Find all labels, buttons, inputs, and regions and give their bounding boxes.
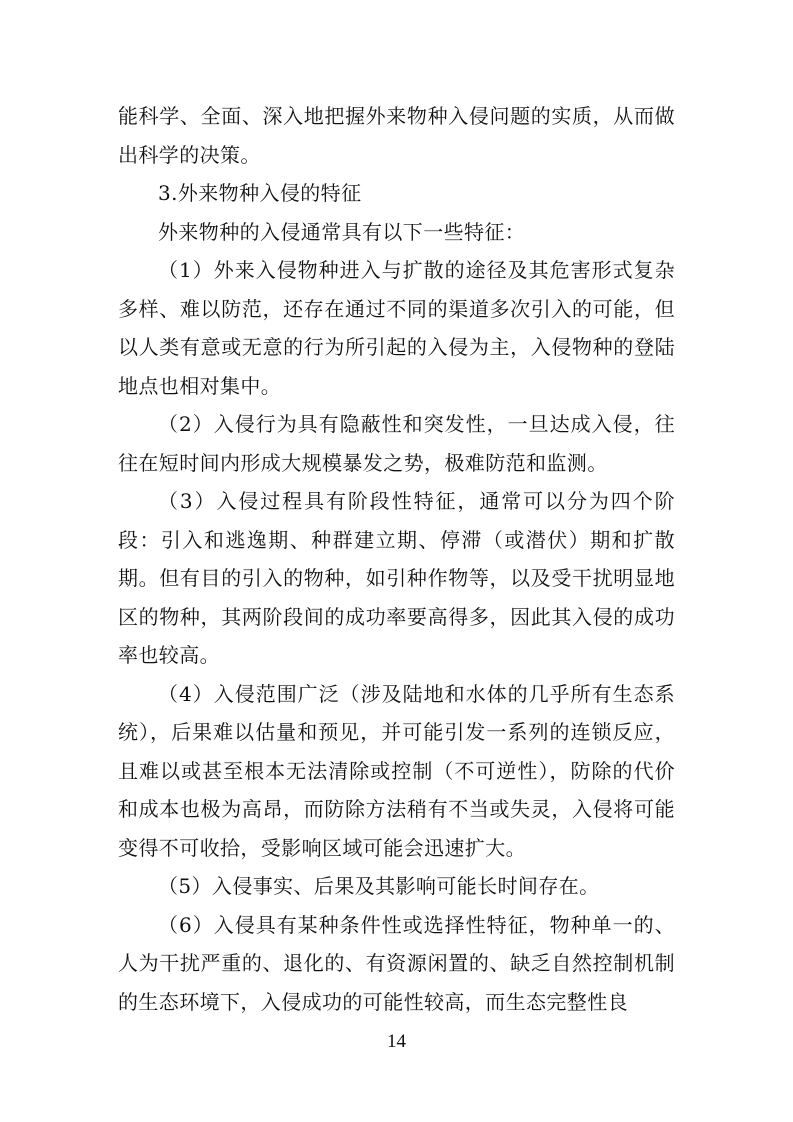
page-number: 14 xyxy=(387,1031,406,1052)
paragraph-feature-5: （5）入侵事实、后果及其影响可能长时间存在。 xyxy=(158,874,600,898)
paragraph-intro: 外来物种的入侵通常具有以下一些特征： xyxy=(158,219,526,244)
paragraph-feature-2: （2）入侵行为具有隐蔽性和突发性，一旦达成入侵，往往在短时间内形成大规模暴发之势，极难防范和监测。 xyxy=(118,412,675,475)
body-text xyxy=(118,97,675,1021)
paragraph-feature-3: （3）入侵过程具有阶段性特征，通常可以分为四个阶段：引入和逃逸期、种群建立期、停滞（或潜伏）期和扩散期。但有目的引入的物种，如引种作物等，以及受干扰明显地区的物种，其两阶段间的成功率要高得多，因此其入侵的成功率也较高。 xyxy=(118,489,675,667)
paragraph-feature-6: （6）入侵具有某种条件性或选择性特征，物种单一的、人为干扰严重的、退化的、有资源闲置的、缺乏自然控制机制的生态环境下，入侵成功的可能性较高，而生态完整性良 xyxy=(118,912,675,1014)
paragraph-continuation: 能科学、全面、深入地把握外来物种入侵问题的实质，从而做出科学的决策。 xyxy=(118,104,675,167)
section-heading: 3.外来物种入侵的特征 xyxy=(158,181,362,205)
paragraph-feature-1: （1）外来入侵物种进入与扩散的途径及其危害形式复杂多样、难以防范，还存在通过不同的渠道多次引入的可能，但以人类有意或无意的行为所引起的入侵为主，入侵物种的登陆地点也相对集中。 xyxy=(118,258,675,398)
paragraph-feature-4: （4）入侵范围广泛（涉及陆地和水体的几乎所有生态系统），后果难以估量和预见，并可能引发一系列的连锁反应，且难以或甚至根本无法清除或控制（不可逆性），防除的代价和成本也极为高昂，而防除方法稍有不当或失灵，入侵将可能变得不可收拾，受影响区域可能会迅速扩大。 xyxy=(118,681,675,860)
